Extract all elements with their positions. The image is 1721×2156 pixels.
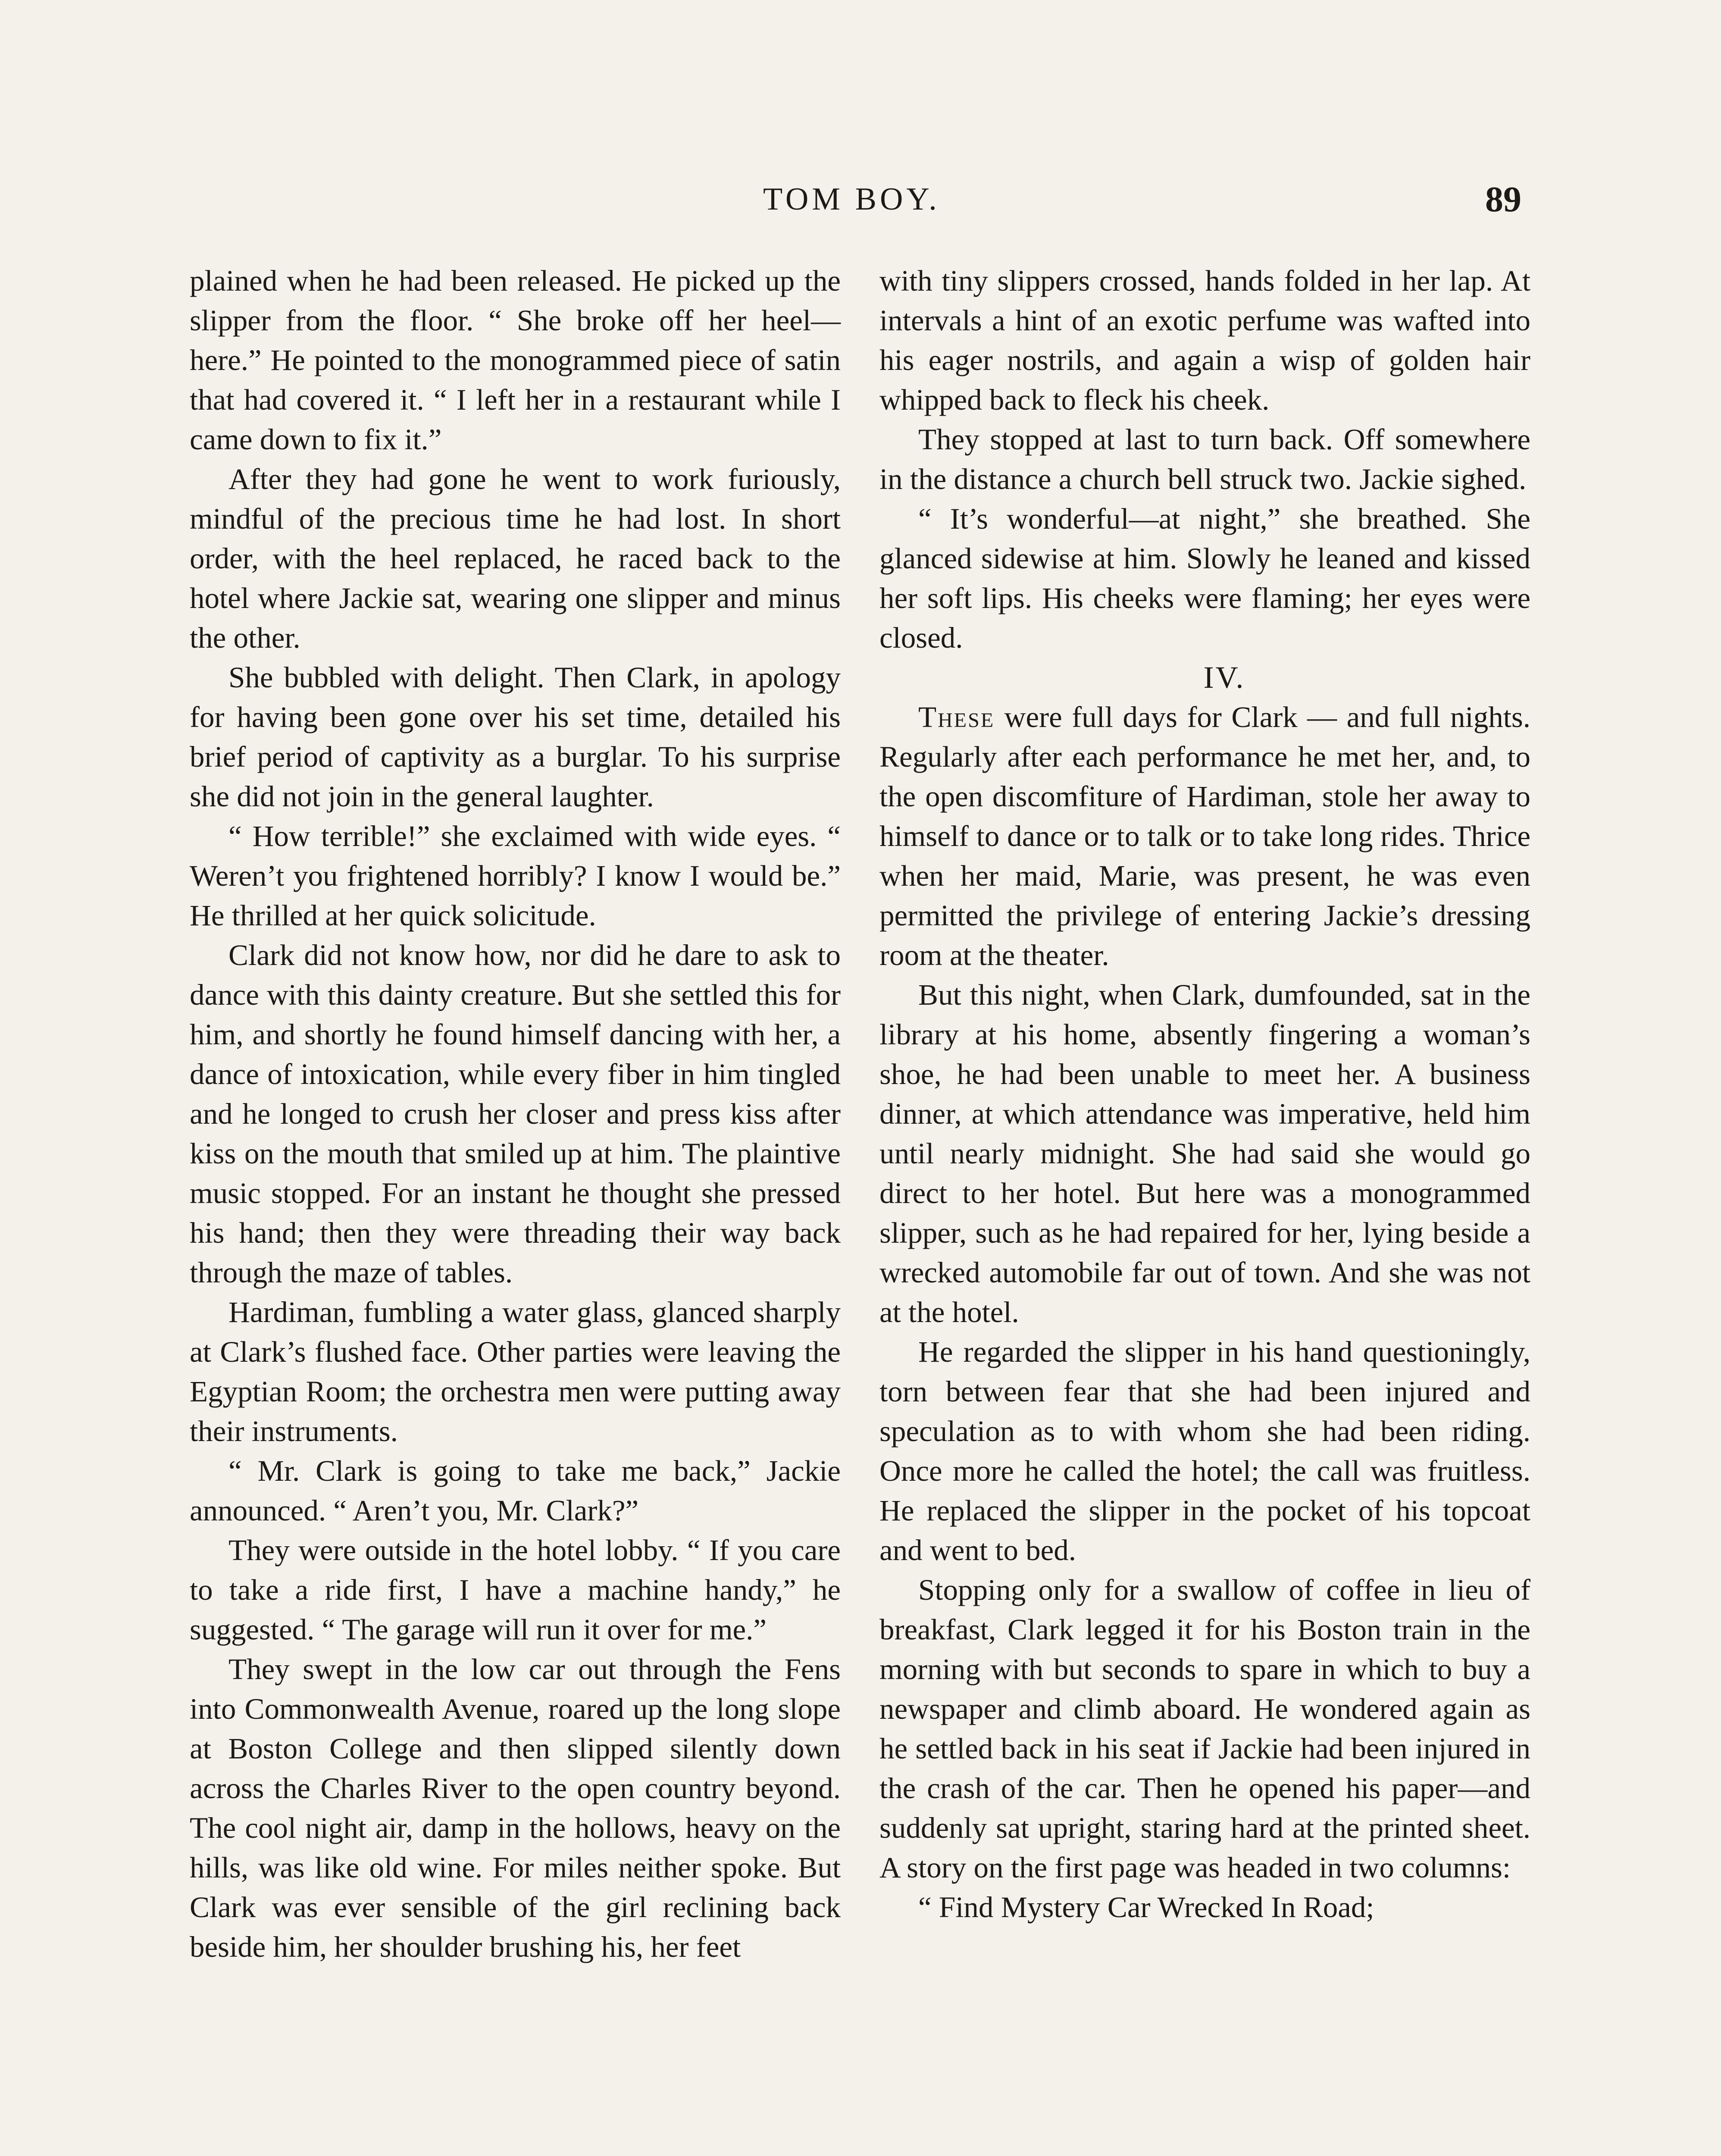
paragraph: After they had gone he went to work furiously, mindful of the precious time he had lost. In short order, with the heel replaced, he raced back to the hotel where Jackie sat, wearing one slipper and minus the other. [190,463,841,654]
lead-word: These [918,701,995,733]
paragraph: Hardiman, fumbling a water glass, glanced sharply at Clark’s flushed face. Other parties were leaving the Egyptian Room; the orchestra men were putting away their instruments. [190,1296,841,1448]
paragraph: “ It’s wonderful—at night,” she breathed. She glanced sidewise at him. Slowly he leaned and kissed her soft lips. His cheeks were flaming; her eyes were closed. [879,502,1530,654]
paragraph: with tiny slippers crossed, hands folded in her lap. At intervals a hint of an exotic perfume was wafted into his eager nostrils, and again a wisp of golden hair whipped back to fleck his cheek. [879,264,1530,416]
paragraph: She bubbled with delight. Then Clark, in apology for having been gone over his set time, detailed his brief period of captivity as a burglar. To his surprise she did not join in the general laughter. [190,661,841,813]
right-column [879,261,1530,1927]
paragraph: “ Find Mystery Car Wrecked In Road; [918,1891,1374,1924]
running-title: TOM BOY. [763,182,940,217]
paragraph: plained when he had been released. He picked up the slipper from the floor. “ She broke off her heel—here.” He pointed to the monogrammed piece of satin that had covered it. “ I left her in a restaurant while I came down to fix it.” [190,264,841,456]
paragraph: Clark did not know how, nor did he dare to ask to dance with this dainty creature. But she settled this for him, and shortly he found himself dancing with her, a dance of intoxication, while every fiber in him tingled and he longed to crush her closer and press kiss after kiss on the mouth that smiled up at him. The plaintive music stopped. For an instant he thought she pressed his hand; then they were threading their way back through the maze of tables. [190,939,841,1289]
paragraph: “ How terrible!” she exclaimed with wide eyes. “ Weren’t you frightened horribly? I know I would be.” He thrilled at her quick solicitude. [190,820,841,932]
page-number: 89 [1485,179,1521,219]
section-first-paragraph [879,697,1530,975]
paragraph: Stopping only for a swallow of coffee in lieu of breakfast, Clark legged it for his Boston train in the morning with but seconds to spare in which to buy a newspaper and climb aboard. He wondered again as he settled back in his seat if Jackie had been injured in the crash of the car. Then he opened his paper—and suddenly sat upright, staring hard at the printed sheet. A story on the first page was headed in two columns: [879,1573,1530,1884]
paragraph: “ Mr. Clark is going to take me back,” Jackie announced. “ Aren’t you, Mr. Clark?” [190,1454,841,1527]
paragraph: They swept in the low car out through the Fens into Commonwealth Avenue, roared up the long slope at Boston College and then slipped silently down across the Charles River to the open country beyond. The cool night air, damp in the hollows, heavy on the hills, was like old wine. For miles neither spoke. But Clark was ever sensible of the girl reclining back beside him, her shoulder brushing his, her feet [190,1653,841,1963]
paragraph: He regarded the slipper in his hand questioningly, torn between fear that she had been injured and speculation as to with whom she had been riding. Once more he called the hotel; the call was fruitless. He replaced the slipper in the pocket of his topcoat and went to bed. [879,1335,1530,1567]
left-column [190,261,841,1967]
paragraph-text: were full days for Clark — and full nights. Regularly after each performance he met her, and, to the open discomfiture of Hardiman, stole her away to himself to dance or to talk or to take long rides. Thrice when her maid, Marie, was present, he was even permitted the privilege of entering Jackie’s dressing room at the theater. [879,701,1530,971]
paragraph: They were outside in the hotel lobby. “ If you care to take a ride first, I have a machine handy,” he suggested. “ The garage will run it over for me.” [190,1534,841,1646]
running-head [0,181,1721,229]
paragraph: But this night, when Clark, dumfounded, sat in the library at his home, absently fingering a woman’s shoe, he had been unable to meet her. A business dinner, at which attendance was imperative, held him until nearly midnight. She had said she would go direct to her hotel. But here was a monogrammed slipper, such as he had repaired for her, lying beside a wrecked automobile far out of town. And she was not at the hotel. [879,978,1530,1329]
paragraph: They stopped at last to turn back. Off somewhere in the distance a church bell struck two. Jackie sighed. [879,423,1530,495]
section-heading: IV. [1203,660,1245,695]
